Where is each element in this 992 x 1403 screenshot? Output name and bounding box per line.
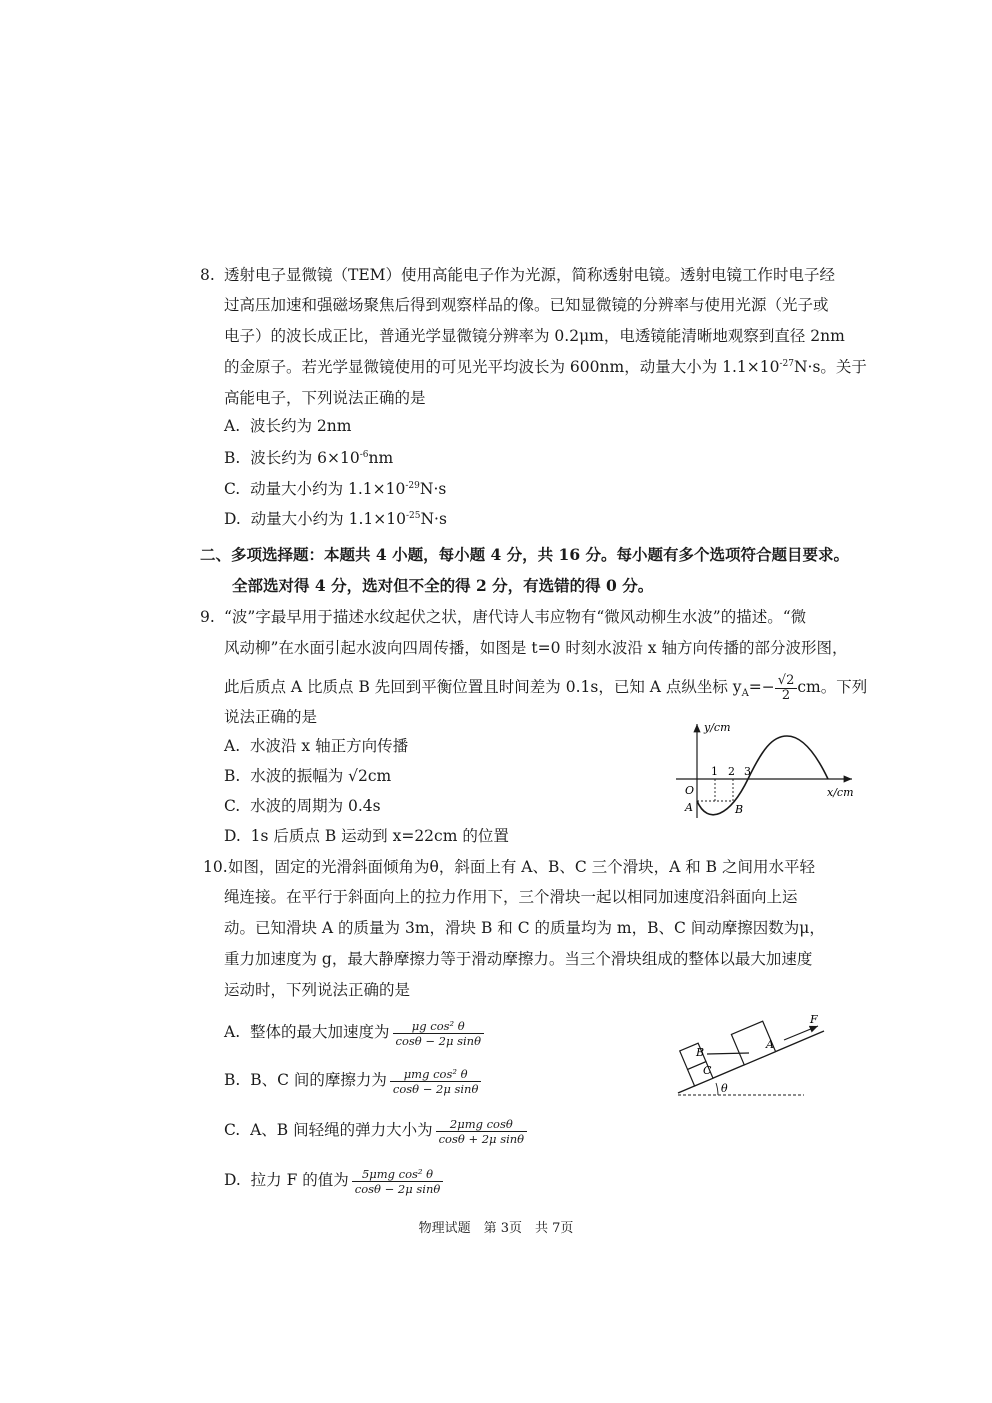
q8-option-b-label: B. [224,449,241,467]
q8-option-c-unit: N·s [419,480,447,498]
q10-option-d-label: D. [224,1171,241,1189]
q10-line-3: 动。已知滑块 A 的质量为 3m，滑块 B 和 C 的质量均为 m，B、C 间动摩擦因数为μ， [224,919,825,937]
force-label: F [810,1013,818,1026]
block-c-label: C [703,1064,712,1077]
section-2-scoring: 全部选对得 4 分，选对但不全的得 2 分，有选错的得 0 分。 [232,576,654,595]
incline-figure [676,1010,816,1100]
page-footer: 物理试题 第 3页 共 7页 [418,1221,574,1236]
force-arrow [784,1026,818,1040]
q8-option-d-unit: N·s [420,510,447,528]
q10-option-b-label: B. [224,1071,241,1089]
q10-option-c-numerator: 2μmg cosθ [449,1116,513,1131]
q10-option-a-text: 整体的最大加速度为 [249,1023,390,1041]
q9-option-a-text: 水波沿 x 轴正方向传播 [249,737,409,755]
q8-line-2: 过高压加速和强磁场聚焦后得到观察样品的像。已知显微镜的分辨率与使用光源（光子或 [224,296,829,314]
q10-option-c-denominator: cosθ + 2μ sinθ [436,1131,528,1146]
q9-option-c [224,796,381,816]
q9-option-b-text: 水波的振幅为 √2cm [250,767,392,785]
q8-line-3: 电子）的波长成正比，普通光学显微镜分辨率为 0.2μm，电透镜能清晰地观察到直径 2nm [224,327,845,345]
q8-line-4-exponent: -27 [779,359,794,369]
q8-option-c [224,479,446,499]
q10-option-d [224,1163,443,1197]
q9-option-c-text: 水波的周期为 0.4s [250,797,381,815]
tick-label-2: 2 [728,765,735,778]
wave-figure [676,718,866,822]
x-axis-label: x/cm [827,786,854,799]
q10-line-5: 运动时，下列说法正确的是 [224,981,411,999]
q9-line-3-tail: cm。下列 [797,678,868,696]
q8-option-b [224,448,393,468]
q9-ya-numerator: √2 [777,672,795,688]
q8-option-a [224,416,351,436]
q10-option-d-denominator: cosθ − 2μ sinθ [352,1181,444,1196]
q9-option-b-label: B. [224,767,241,785]
q8-line-1: 透射电子显微镜（TEM）使用高能电子作为光源，简称透射电镜。透射电镜工作时电子经 [224,266,836,284]
q9-number: 9. [200,608,215,626]
q9-option-b [224,766,391,786]
q9-option-d-text: 1s 后质点 B 运动到 x=22cm 的位置 [250,827,509,845]
tick-label-3: 3 [744,765,751,778]
q9-line-2: 风动柳”在水面引起水波向四周传播，如图是 t=0 时刻水波沿 x 轴方向传播的部分波形图， [224,639,848,657]
section-2-heading: 二、多项选择题：本题共 4 小题，每小题 4 分，共 16 分。每小题有多个选项符合题目要求。 [200,545,850,564]
q8-option-d [224,509,447,529]
q8-option-b-unit: nm [368,449,394,467]
q9-line-4: 说法正确的是 [224,708,318,726]
q9-ya-subscript: A [741,688,749,700]
point-b-label: B [735,803,744,816]
q9-line-3-text: 此后质点 A 比质点 B 先回到平衡位置且时间差为 0.1s，已知 A 点纵坐标 y [224,678,742,696]
q10-option-a-numerator: μg cos² θ [411,1018,465,1033]
angle-label: θ [721,1082,728,1095]
q10-option-a [224,1015,484,1049]
q10-option-b-denominator: cosθ − 2μ sinθ [390,1081,482,1096]
q9-option-a [224,736,408,756]
q8-option-b-exponent: -6 [359,450,369,460]
q9-option-d-label: D. [224,827,241,845]
q10-option-d-text: 拉力 F 的值为 [250,1171,349,1189]
q9-option-d [224,826,509,846]
tick-label-1: 1 [711,765,718,778]
q10-number: 10. [203,858,228,876]
q9-ya-denominator: 2 [775,688,798,703]
q10-option-c-text: A、B 间轻绳的弹力大小为 [250,1121,433,1139]
q10-option-b-numerator: μmg cos² θ [403,1066,468,1081]
block-b-label: B [696,1046,705,1059]
q9-line-3 [224,669,867,705]
q8-option-c-exponent: -29 [405,481,420,491]
q8-line-5: 高能电子，下列说法正确的是 [224,389,426,407]
q10-option-a-denominator: cosθ − 2μ sinθ [393,1033,485,1048]
q8-option-a-text: 波长约为 2nm [249,417,352,435]
block-a-label: A [766,1038,774,1051]
q8-option-d-label: D. [224,510,241,528]
q10-option-d-numerator: 5μmg cos² θ [361,1166,434,1181]
q10-option-b [224,1063,481,1097]
q10-line-4: 重力加速度为 g，最大静摩擦力等于滑动摩擦力。当三个滑块组成的整体以最大加速度 [224,950,813,968]
q9-line-1: “波”字最早用于描述水纹起伏之状，唐代诗人韦应物有“微风动柳生水波”的描述。“微 [224,608,807,626]
q9-option-c-label: C. [224,797,241,815]
q8-option-a-label: A. [224,417,241,435]
blocks-group [680,1017,776,1086]
q9-option-a-label: A. [224,737,241,755]
q8-line-4 [224,357,867,377]
q9-line-3-equals: =− [748,678,775,696]
q8-option-d-text: 动量大小约为 1.1×10 [250,510,406,528]
point-a-label: A [685,801,693,814]
q8-option-b-text: 波长约为 6×10 [250,449,360,467]
q8-number: 8. [200,266,215,284]
q8-option-c-label: C. [224,480,241,498]
q10-option-b-text: B、C 间的摩擦力为 [250,1071,387,1089]
y-axis-label: y/cm [704,721,731,734]
q8-option-c-text: 动量大小约为 1.1×10 [250,480,406,498]
origin-label: O [685,784,695,797]
q8-line-4-text: 的金原子。若光学显微镜使用的可见光平均波长为 600nm，动量大小为 1.1×10 [224,358,780,376]
angle-arc [716,1083,718,1095]
q10-line-1: 如图，固定的光滑斜面倾角为θ，斜面上有 A、B、C 三个滑块，A 和 B 之间用水平轻 [228,858,815,876]
q8-line-4-tail: N·s。关于 [793,358,867,376]
q8-option-d-exponent: -25 [405,511,421,521]
q10-option-a-label: A. [224,1023,241,1041]
q10-line-2: 绳连接。在平行于斜面向上的拉力作用下，三个滑块一起以相同加速度沿斜面向上运 [224,888,798,906]
q10-option-c [224,1113,527,1147]
q10-option-c-label: C. [224,1121,241,1139]
